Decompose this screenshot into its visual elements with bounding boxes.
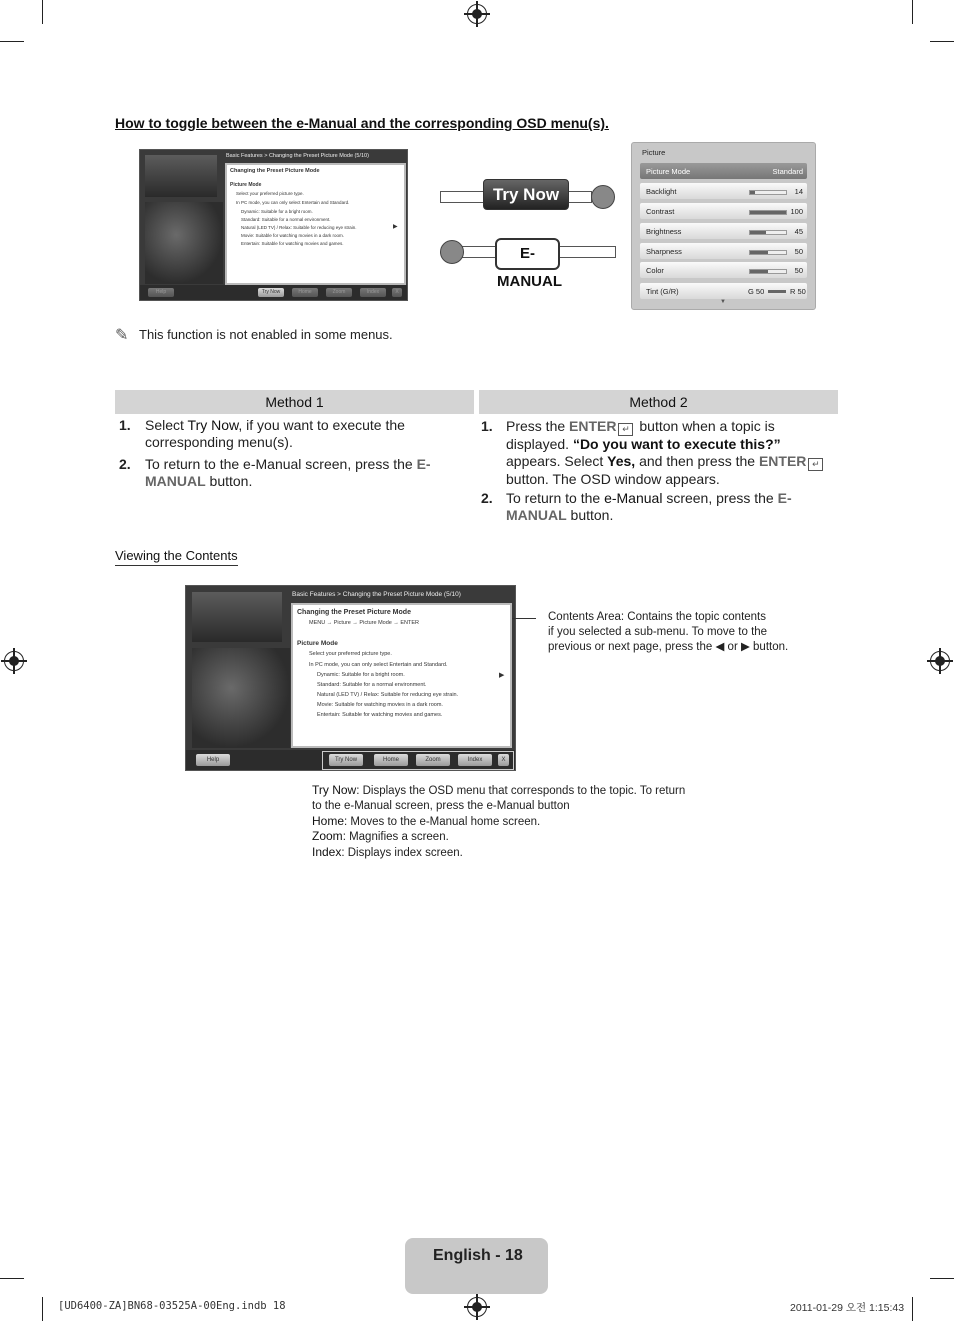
osd-row-value: 50: [794, 266, 803, 275]
close-button[interactable]: X: [392, 288, 402, 297]
step-text-strong: Try Now: [187, 417, 239, 433]
button-bar: [140, 285, 407, 300]
topic-title: Changing the Preset Picture Mode: [230, 168, 320, 174]
note: In PC mode, you can only select Entertain and Standard.: [309, 662, 448, 668]
section-heading-viewing: Viewing the Contents: [115, 548, 238, 566]
registration-mark-icon: [4, 651, 24, 671]
screen-thumbnail: [145, 155, 217, 197]
step-text-strong: Yes,: [607, 453, 636, 469]
try-now-button[interactable]: Try Now: [258, 288, 284, 297]
step-text: screen, press the: [662, 490, 778, 506]
next-page-arrow-icon[interactable]: ▶: [499, 672, 505, 679]
osd-row-sharpness[interactable]: [640, 243, 807, 259]
topic-title: Changing the Preset Picture Mode: [297, 609, 411, 616]
osd-row-value: Standard: [772, 167, 803, 176]
callout-text: or: [724, 641, 741, 653]
breadcrumb: Basic Features > Changing the Preset Picture Mode (5/10): [292, 591, 461, 598]
osd-row-value: 14: [794, 187, 803, 196]
arrow-left-head-icon: [440, 240, 464, 264]
step-text: , if you want to execute the corresponding menu(s).: [145, 417, 405, 450]
print-slug-left: [UD6400-ZA]BN68-03525A-00Eng.indb 18: [58, 1300, 286, 1312]
next-page-arrow-icon[interactable]: ▶: [393, 224, 398, 230]
osd-slider[interactable]: [749, 230, 787, 235]
step-text: button.: [566, 507, 614, 523]
note-text: This function is not enabled in some menus.: [139, 327, 393, 342]
step-text: Select: [145, 417, 188, 433]
step-text-strong: ENTER: [569, 418, 617, 434]
callout-text: if you selected a sub-menu. To move to the: [548, 626, 768, 638]
crop-mark: [42, 1297, 43, 1321]
registration-mark-icon: [930, 651, 950, 671]
crop-mark: [912, 0, 913, 24]
try-now-button[interactable]: Try Now: [329, 754, 363, 766]
screen-artwork: [192, 648, 290, 748]
step-number: 2.: [481, 490, 493, 506]
list-item: Natural (LED TV) / Relax: Suitable for reducing eye strain.: [317, 692, 459, 698]
osd-title: Picture: [642, 148, 666, 157]
osd-slider[interactable]: [749, 269, 787, 274]
legend-key: Home: [312, 813, 345, 828]
help-button[interactable]: Help: [148, 288, 174, 297]
osd-row-label: Brightness: [646, 227, 682, 236]
osd-row-brightness[interactable]: [640, 223, 807, 239]
legend-value: to the e-Manual screen, press the e-Manual button: [312, 799, 570, 812]
osd-row-label: Backlight: [646, 187, 677, 196]
osd-row-value: 100: [790, 207, 803, 216]
list-item: Dynamic: Suitable for a bright room.: [241, 209, 313, 214]
method2-step1: [481, 418, 836, 488]
step-number: 1.: [119, 417, 131, 433]
osd-slider[interactable]: [749, 190, 787, 195]
legend-value: : Magnifies a screen.: [342, 831, 449, 844]
callout-line: [512, 618, 536, 619]
step-text: appears. Select: [506, 453, 608, 469]
pencil-note-icon: ✎: [115, 327, 129, 344]
method1-header: Method 1: [115, 390, 474, 414]
osd-slider[interactable]: [749, 210, 787, 215]
section-heading-toggle: How to toggle between the e-Manual and the corresponding OSD menu(s).: [115, 115, 609, 131]
osd-tint-left: G 50: [748, 287, 765, 296]
emanual-screen-small: [139, 149, 408, 301]
zoom-button[interactable]: Zoom: [416, 754, 450, 766]
osd-row-backlight[interactable]: [640, 183, 807, 199]
item-title: Picture Mode: [297, 640, 338, 647]
osd-tint-slider[interactable]: [768, 290, 786, 293]
osd-row-tint[interactable]: [640, 283, 807, 299]
registration-mark-icon: [467, 4, 487, 24]
callout-text: Contents Area: Contains the topic contents: [548, 611, 766, 623]
callout-text: button.: [749, 641, 789, 653]
try-now-label: Try Now: [483, 179, 569, 210]
osd-row-label: Contrast: [646, 207, 675, 216]
legend-key: Index: [312, 845, 342, 860]
contents-area: [225, 163, 406, 285]
menu-path: MENU → Picture → Picture Mode → ENTER: [309, 620, 420, 626]
step-text: and then press the: [635, 453, 759, 469]
osd-row-picture-mode[interactable]: [640, 163, 807, 179]
zoom-button[interactable]: Zoom: [326, 288, 352, 297]
legend-value: : Moves to the e-Manual home screen.: [344, 815, 541, 828]
list-item: Movie: Suitable for watching movies in a dark room.: [317, 702, 443, 708]
osd-row-label: Tint (G/R): [646, 287, 679, 296]
osd-row-label: Picture Mode: [646, 167, 691, 176]
item-title: Picture Mode: [230, 182, 262, 188]
note: In PC mode, you can only select Entertain and Standard.: [236, 200, 350, 205]
contents-area: [291, 603, 512, 748]
emanual-screen-large: [185, 585, 516, 771]
list-item: Entertain: Suitable for watching movies and games.: [241, 241, 344, 246]
registration-mark-icon: [467, 1297, 487, 1317]
osd-slider[interactable]: [749, 250, 787, 255]
step-text-strong: E-MANUAL: [506, 490, 792, 523]
step-text-strong: ENTER: [758, 453, 807, 469]
index-button[interactable]: Index: [458, 754, 492, 766]
item-desc: Select your preferred picture type.: [309, 651, 392, 657]
osd-row-contrast[interactable]: [640, 203, 807, 219]
osd-tint-right: R 50: [790, 287, 806, 296]
enter-icon: ↵: [808, 458, 823, 471]
osd-row-label: Sharpness: [646, 247, 682, 256]
crop-mark: [912, 1297, 913, 1321]
screen-thumbnail: [192, 592, 282, 642]
step-text: Press the: [506, 418, 570, 434]
index-button[interactable]: Index: [360, 288, 386, 297]
step-number: 2.: [119, 456, 131, 472]
list-item: Standard: Suitable for a normal environment.: [317, 682, 427, 688]
button-bar: [186, 750, 515, 770]
list-item: Movie: Suitable for watching movies in a dark room.: [241, 233, 345, 238]
osd-row-value: 50: [794, 247, 803, 256]
legend-value: : Displays the OSD menu that corresponds to the topic. To return: [356, 785, 686, 797]
crop-mark: [930, 41, 954, 42]
step-text-strong: E-MANUAL: [145, 456, 431, 489]
close-button[interactable]: X: [498, 754, 509, 766]
screen-artwork: [145, 202, 223, 284]
breadcrumb: Basic Features > Changing the Preset Picture Mode (5/10): [226, 153, 369, 159]
contents-area-callout: [548, 610, 808, 655]
page-footer-badge: [405, 1238, 548, 1294]
emanual-label: E-MANUAL: [495, 238, 560, 270]
crop-mark: [930, 1278, 954, 1279]
crop-mark: [42, 0, 43, 24]
step-text-strong: “Do you want to execute this?”: [572, 436, 781, 452]
step-text: To return to the e-Manual screen, press the: [145, 456, 417, 472]
help-button[interactable]: Help: [196, 754, 230, 766]
step-text: button.: [205, 473, 253, 489]
legend-key: Try Now: [312, 783, 357, 797]
osd-row-value: 45: [794, 227, 803, 236]
list-item: Standard: Suitable for a normal environment.: [241, 217, 331, 222]
page-number: English - 18: [433, 1247, 523, 1264]
osd-picture-menu: [631, 142, 816, 310]
method2-header: Method 2: [479, 390, 838, 414]
print-slug-right: 2011-01-29 오전 1:15:43: [790, 1302, 905, 1314]
method2-step2: [481, 490, 836, 526]
osd-row-label: Color: [646, 266, 664, 275]
step-text: To return to the: [506, 490, 605, 506]
arrow-right-head-icon: [591, 185, 615, 209]
method1-step1: [119, 417, 471, 453]
enter-icon: ↵: [618, 423, 633, 436]
item-desc: Select your preferred picture type.: [236, 191, 304, 196]
button-legend: [312, 783, 692, 861]
legend-value: : Displays index screen.: [341, 847, 463, 860]
list-item: Entertain: Suitable for watching movies and games.: [317, 712, 443, 718]
step-text: button. The OSD window appears.: [506, 471, 720, 487]
step-number: 1.: [481, 418, 493, 434]
home-button[interactable]: Home: [292, 288, 318, 297]
list-item: Dynamic: Suitable for a bright room.: [317, 672, 405, 678]
legend-key: Zoom: [312, 829, 343, 844]
crop-mark: [0, 41, 24, 42]
step-text: button when a topic is displayed.: [506, 418, 775, 452]
crop-mark: [0, 1278, 24, 1279]
method1-step2: [119, 456, 471, 492]
scroll-down-icon[interactable]: ▼: [720, 299, 726, 305]
callout-text: previous or next page, press the: [548, 641, 716, 653]
step-text-strong: e-Manual: [604, 490, 663, 506]
home-button[interactable]: Home: [374, 754, 408, 766]
list-item: Natural (LED TV) / Relax: Suitable for reducing eye strain.: [241, 225, 357, 230]
osd-row-color[interactable]: [640, 262, 807, 278]
left-arrow-icon: ◀: [715, 641, 725, 653]
right-arrow-icon: ▶: [740, 641, 750, 653]
